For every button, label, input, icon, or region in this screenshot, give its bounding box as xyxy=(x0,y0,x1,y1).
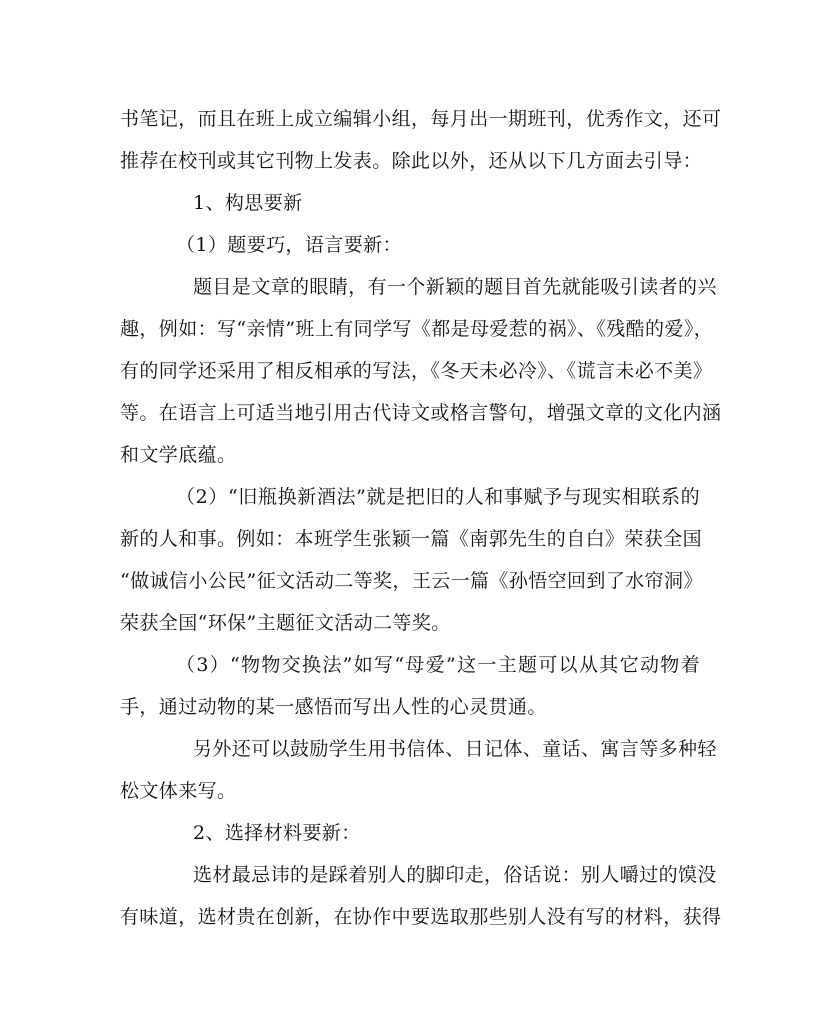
paragraph-line: 另外还可以鼓励学生用书信体、日记体、童话、寓言等多种轻 xyxy=(193,738,717,760)
paragraph-line: 和文学底蕴。 xyxy=(120,444,237,466)
paragraph-line: 新的人和事。例如：本班学生张颖一篇《南郭先生的自白》荣获全国 xyxy=(120,528,703,550)
subsection-heading: （1）题要巧，语言要新： xyxy=(176,234,402,256)
paragraph-line: 有味道，选材贵在创新，在协作中要选取那些别人没有写的材料，获得 xyxy=(120,906,722,928)
paragraph-line: 选材最忌讳的是踩着别人的脚印走，俗话说：别人嚼过的馍没 xyxy=(193,864,717,886)
paragraph-line: 题目是文章的眼睛，有一个新颖的题目首先就能吸引读者的兴 xyxy=(193,276,717,298)
paragraph-line: 等。在语言上可适当地引用古代诗文或格言警句，增强文章的文化内涵 xyxy=(120,402,722,424)
paragraph-line: （3）“物物交换法”如写“母爱”这一主题可以从其它动物着 xyxy=(176,654,700,676)
paragraph-line: 书笔记，而且在班上成立编辑小组，每月出一期班刊，优秀作文，还可 xyxy=(120,108,722,130)
paragraph-line: 趣，例如：写“亲情”班上有同学写《都是母爱惹的祸》、《残酷的爱》， xyxy=(120,318,714,340)
paragraph-line: （2）“旧瓶换新酒法”就是把旧的人和事赋予与现实相联系的 xyxy=(176,486,700,508)
paragraph-line: 松文体来写。 xyxy=(120,780,237,802)
paragraph-line: 有的同学还采用了相反相承的写法，《冬天未必冷》、《谎言未必不美》 xyxy=(120,360,713,382)
paragraph-line: 推荐在校刊或其它刊物上发表。除此以外，还从以下几方面去引导： xyxy=(120,150,703,172)
paragraph-line: “做诚信小公民”征文活动二等奖，王云一篇《孙悟空回到了水帘洞》 xyxy=(120,570,703,592)
paragraph-line: 荣获全国“环保”主题征文活动二等奖。 xyxy=(120,612,451,634)
paragraph-line: 手，通过动物的某一感悟而写出人性的心灵贯通。 xyxy=(120,696,547,718)
section-heading: 2、选择材料要新： xyxy=(193,822,361,844)
section-heading: 1、构思要新 xyxy=(193,192,303,214)
